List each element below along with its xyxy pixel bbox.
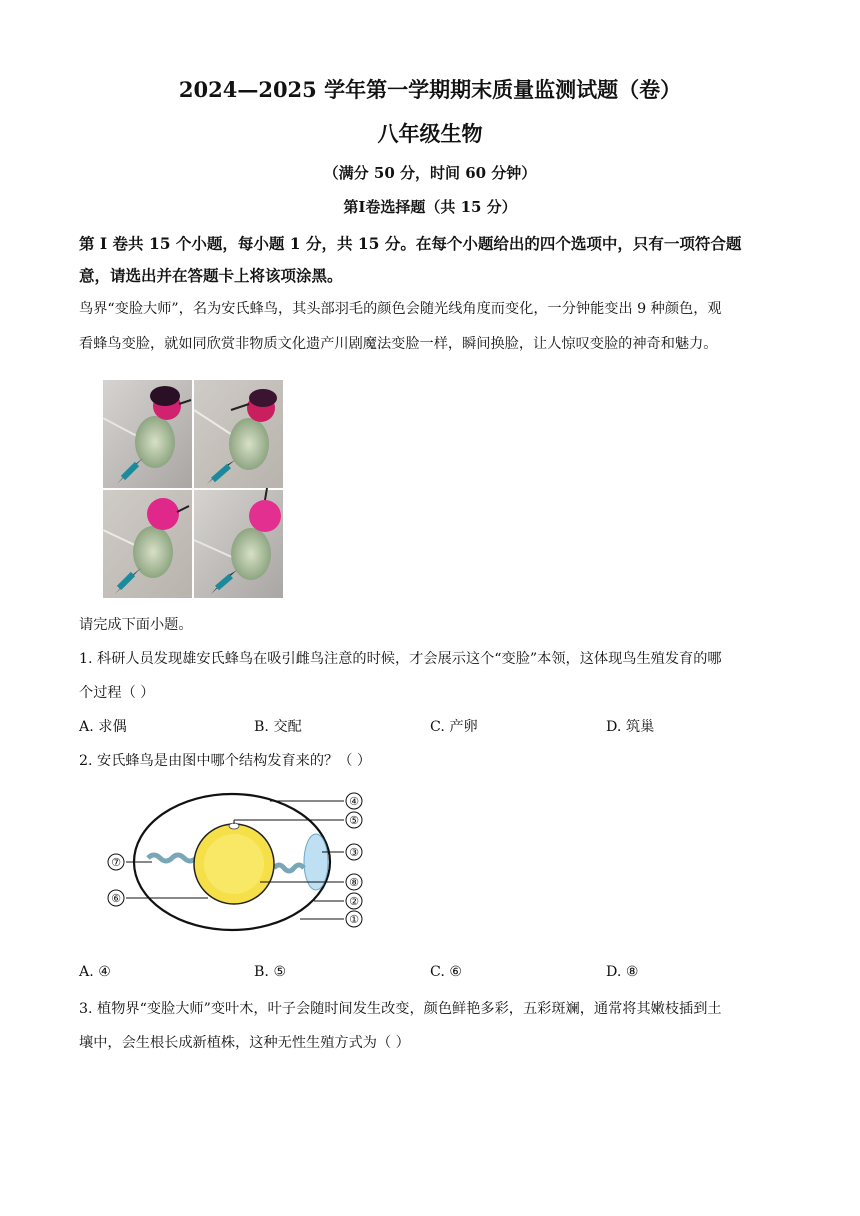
diagram-label-6: ⑥ [111,892,121,905]
diagram-label-2: ② [349,895,359,908]
exam-subject: 八年级生物 [377,121,483,146]
hummingbird-photo-1 [103,380,192,488]
question-1-line-1: 1. 科研人员发现雄安氏蜂鸟在吸引雌鸟注意的时候，才会展示这个“变脸”本领，这体现鸟生殖发育的哪 [79,651,722,667]
hummingbird-photo-grid [103,380,283,598]
question-2-option-b[interactable]: B. ⑤ [254,964,287,980]
exam-title: 2024—2025 学年第一学期期末质量监测试题（卷） [178,77,682,102]
question-1-line-2: 个过程（ ） [79,685,155,701]
diagram-label-4: ④ [349,795,359,808]
intro-prompt: 请完成下面小题。 [79,617,193,633]
question-2-option-c[interactable]: C. ⑥ [430,964,463,980]
instructions-line-2: 意，请选出并在答题卡上将该项涂黑。 [79,266,343,285]
question-2-line-1: 2. 安氏蜂鸟是由图中哪个结构发育来的？（ ） [79,753,372,769]
question-2-option-d[interactable]: D. ⑧ [606,964,639,980]
question-2-option-a[interactable]: A. ④ [79,964,111,980]
diagram-label-1: ① [349,913,359,926]
question-3-line-1: 3. 植物界“变脸大师”变叶木，叶子会随时间发生改变，颜色鲜艳多彩，五彩斑斓，通常将其嫩枝插到土 [79,1001,722,1017]
hummingbird-photo-3 [103,490,192,598]
question-1-option-d[interactable]: D. 筑巢 [606,719,655,735]
instructions-line-1: 第 I 卷共 15 个小题，每小题 1 分，共 15 分。在每个小题给出的四个选项中，只有一项符合题 [79,234,742,253]
exam-score-time-note: （满分 50 分，时间 60 分钟） [323,164,537,182]
diagram-label-3: ③ [349,846,359,859]
section-heading: 第Ⅰ卷选择题（共 15 分） [343,198,517,216]
hummingbird-photo-4 [194,488,283,598]
diagram-label-8: ⑧ [349,876,359,889]
egg-structure-diagram [100,788,370,936]
diagram-label-5: ⑤ [349,814,359,827]
intro-line-2: 看蜂鸟变脸，就如同欣赏非物质文化遗产川剧魔法变脸一样，瞬间换脸，让人惊叹变脸的神奇和魅力。 [79,336,718,352]
hummingbird-photo-2 [194,380,283,488]
diagram-label-7: ⑦ [111,856,121,869]
question-3-line-2: 壤中，会生根长成新植株，这种无性生殖方式为（ ） [79,1035,410,1051]
question-1-option-a[interactable]: A. 求偶 [79,719,127,735]
question-1-option-b[interactable]: B. 交配 [254,719,302,735]
question-1-option-c[interactable]: C. 产卵 [430,719,478,735]
intro-line-1: 鸟界“变脸大师”，名为安氏蜂鸟，其头部羽毛的颜色会随光线角度而变化，一分钟能变出 9 种颜色，观 [79,301,722,317]
